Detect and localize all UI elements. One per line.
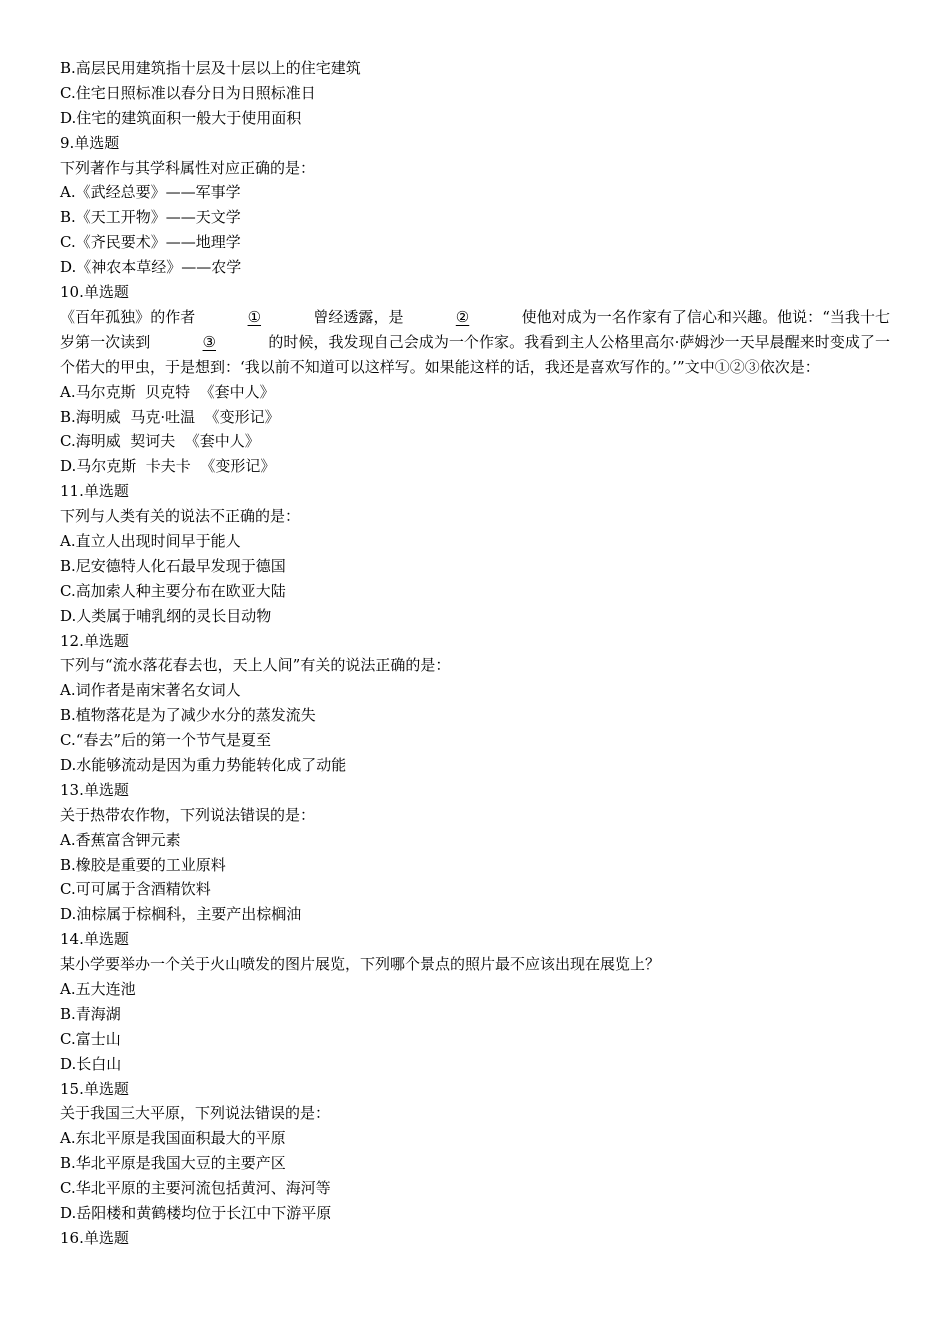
question-10 — [60, 280, 890, 479]
option-c: C.富士山 — [60, 1029, 121, 1048]
option-d: D.油棕属于棕榈科，主要产出棕榈油 — [60, 905, 302, 924]
option-d: D.住宅的建筑面积一般大于使用面积 — [60, 108, 302, 127]
question-number: 13.单选题 — [60, 780, 129, 799]
question-stem: 下列与“流水落花春去也，天上人间”有关的说法正确的是： — [60, 656, 451, 675]
option-b: B.华北平原是我国大豆的主要产区 — [60, 1154, 286, 1173]
question-11 — [60, 479, 890, 628]
option-c: C.华北平原的主要河流包括黄河、海河等 — [60, 1179, 331, 1198]
option-a: A.词作者是南宋著名女词人 — [60, 681, 241, 700]
option-d: D.水能够流动是因为重力势能转化成了动能 — [60, 755, 347, 774]
stem-text-2: 曾经透露，是 — [313, 307, 404, 326]
option-c: C.高加索人种主要分布在欧亚大陆 — [60, 581, 286, 600]
question-stem: 下列与人类有关的说法不正确的是： — [60, 507, 301, 526]
question-15 — [60, 1077, 890, 1226]
option-a: A.东北平原是我国面积最大的平原 — [60, 1129, 286, 1148]
option-d: D.《神农本草经》——农学 — [60, 258, 242, 277]
stem-text-1: 《百年孤独》的作者 — [60, 307, 196, 326]
stem-text-3: 使他对成为一名作家有了信心和兴趣。他说：“当我十七岁第一次读到 — [60, 307, 890, 351]
option-a: A.直立人出现时间早于能人 — [60, 531, 241, 550]
option-b: B.植物落花是为了减少水分的蒸发流失 — [60, 706, 316, 725]
question-number: 16.单选题 — [60, 1228, 129, 1247]
document-page — [60, 56, 890, 1251]
fill-blank-2: ② — [455, 307, 470, 326]
option-b: B.《天工开物》——天文学 — [60, 208, 241, 227]
question-number: 12.单选题 — [60, 631, 129, 650]
question-14 — [60, 927, 890, 1076]
option-d: D.人类属于哺乳纲的灵长目动物 — [60, 606, 272, 625]
question-number: 14.单选题 — [60, 930, 129, 949]
option-b: B.高层民用建筑指十层及十层以上的住宅建筑 — [60, 59, 361, 77]
question-stem: 某小学要举办一个关于火山喷发的图片展览，下列哪个景点的照片最不应该出现在展览上？ — [60, 955, 661, 974]
option-b: B.青海湖 — [60, 1004, 121, 1023]
option-b: B.海明威 马克·吐温 《变形记》 — [60, 407, 280, 426]
option-c: C.海明威 契诃夫 《套中人》 — [60, 432, 260, 451]
stem-text-4: 的时候，我发现自己会成为一个作家。我看到主人公格里高尔·萨姆沙一天早晨醒来时变成了一个偌大的甲虫，于是想到：‘我以前不知道可以这样写。如果能这样的话，我还是喜欢写作的。’”文中①②③依次是： — [60, 332, 890, 376]
question-16 — [60, 1226, 890, 1251]
question-number: 9.单选题 — [60, 133, 120, 152]
question-12 — [60, 629, 890, 778]
option-d: D.长白山 — [60, 1054, 122, 1073]
option-a: A.五大连池 — [60, 980, 136, 998]
option-d: D.岳阳楼和黄鹤楼均位于长江中下游平原 — [60, 1204, 332, 1223]
option-b: B.橡胶是重要的工业原料 — [60, 855, 226, 874]
question-13 — [60, 778, 890, 927]
option-c: C.“春去”后的第一个节气是夏至 — [60, 731, 272, 750]
option-a: A.香蕉富含钾元素 — [60, 830, 181, 849]
option-c: C.《齐民要术》——地理学 — [60, 233, 241, 252]
question-stem: 关于我国三大平原，下列说法错误的是： — [60, 1104, 331, 1123]
question-stem: 关于热带农作物，下列说法错误的是： — [60, 805, 316, 824]
question-number: 10.单选题 — [60, 283, 129, 302]
option-a: A.《武经总要》——军事学 — [60, 183, 241, 202]
option-c: C.可可属于含酒精饮料 — [60, 880, 211, 899]
option-c: C.住宅日照标准以春分日为日照标准日 — [60, 83, 316, 102]
question-stem: 下列著作与其学科属性对应正确的是： — [60, 158, 316, 177]
question-9 — [60, 131, 890, 280]
fill-blank-1: ① — [247, 307, 262, 326]
option-d: D.马尔克斯 卡夫卡 《变形记》 — [60, 457, 276, 476]
question-stem — [60, 305, 890, 380]
fill-blank-3: ③ — [202, 332, 216, 351]
question-number: 15.单选题 — [60, 1079, 129, 1098]
option-b: B.尼安德特人化石最早发现于德国 — [60, 556, 286, 575]
question-number: 11.单选题 — [60, 482, 129, 501]
option-a: A.马尔克斯 贝克特 《套中人》 — [60, 382, 275, 401]
